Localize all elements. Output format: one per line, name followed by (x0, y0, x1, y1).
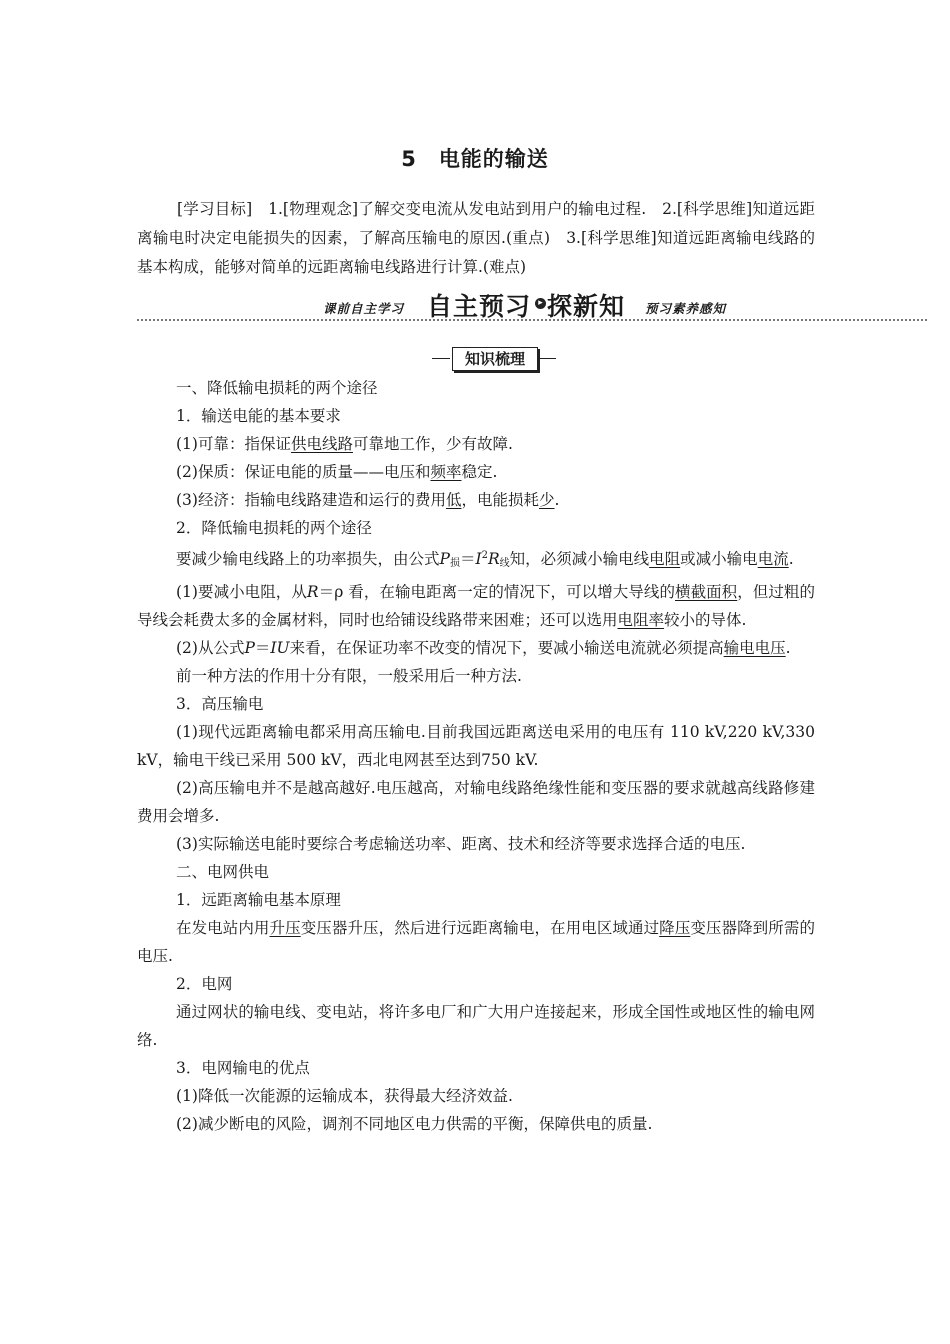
knowledge-badge (432, 347, 556, 371)
paragraph: (2)高压输电并不是越高越好.电压越高，对输电线路绝缘性能和变压器的要求就越高线路修建费用会增多. (137, 779, 815, 826)
underlined-term: 降压 (659, 919, 691, 938)
text: ＝ρ 看，在输电距离一定的情况下，可以增大导线的 (318, 583, 676, 602)
text: 可靠地工作，少有故障. (352, 435, 513, 453)
formula-symbol: R (487, 550, 500, 569)
section-banner (137, 287, 927, 325)
banner-title-a: 自主预习 (427, 292, 532, 321)
paragraph: (2)减少断电的风险，调剂不同地区电力供需的平衡，保障供电的质量. (176, 1115, 653, 1134)
learning-objectives: [学习目标] 1.[物理观念]了解交变电流从发电站到用户的输电过程. 2.[科学思维]知道远距离输电时决定电能损失的因素，了解高压输电的原因.(重点) 3.[科学思维]知道远距离输电线路的基本构成，能够对简单的远距离输电线路进行计算.(难点) (137, 200, 815, 276)
underlined-term: 低 (445, 491, 462, 509)
arrow-icon: ▸ (535, 298, 546, 309)
text: 变压器降到所需的电压. (137, 919, 815, 966)
paragraph (137, 458, 815, 486)
text: . (788, 550, 794, 569)
paragraph (137, 486, 815, 514)
paragraph: (1)降低一次能源的运输成本，获得最大经济效益. (176, 1087, 513, 1106)
page-title (0, 143, 950, 173)
paragraph (137, 914, 815, 970)
banner-divider (137, 319, 927, 321)
formula-symbol: R (306, 583, 319, 602)
text: (3)经济：指输电线路建造和运行的费用 (176, 491, 446, 509)
formula-superscript: 2 (481, 550, 488, 561)
text: 或减小输电 (680, 550, 758, 569)
paragraph (137, 542, 815, 578)
badge-label: 知识梳理 (452, 347, 538, 371)
text: 知，必须减小输电线 (509, 550, 650, 569)
badge-line-right (538, 358, 556, 359)
subheading-1: 1．输送电能的基本要求 (176, 407, 341, 425)
formula-subscript: 线 (499, 558, 510, 570)
paragraph (137, 634, 815, 662)
underlined-term: 电阻 (649, 550, 681, 569)
paragraph: (3)实际输送电能时要综合考虑输送功率、距离、技术和经济等要求选择合适的电压. (176, 835, 746, 854)
formula-operator: ＝ (254, 639, 271, 658)
subheading-4: 1．远距离输电基本原理 (176, 891, 341, 910)
text: 要减少输电线路上的功率损失，由公式 (176, 550, 440, 569)
paragraph (137, 578, 815, 634)
subheading-6: 3．电网输电的优点 (176, 1059, 310, 1078)
text: ，但过粗的导线会耗费太多的金属材料，同时也给铺设线路带来困难；还可以选用 (137, 583, 815, 630)
badge-line-left (432, 358, 450, 359)
text: (1)要减小电阻，从 (176, 583, 307, 602)
underlined-term: 升压 (269, 919, 301, 938)
underlined-term: 输电电压 (723, 639, 786, 658)
paragraph (137, 430, 815, 458)
text: ，电能损耗 (461, 491, 539, 509)
text: 稳定. (461, 463, 498, 481)
banner-right-label: 预习素养感知 (645, 301, 727, 316)
text: (2)保质：保证电能的质量——电压和 (176, 463, 431, 481)
text: 较小的导体. (664, 611, 747, 630)
underlined-term: 电阻率 (617, 611, 665, 630)
formula-symbol: P (244, 639, 255, 658)
subheading-5: 2．电网 (176, 975, 233, 994)
banner-left-label: 课前自主学习 (323, 301, 405, 316)
formula-symbol: P (439, 550, 450, 569)
text: (2)从公式 (176, 639, 245, 658)
paragraph: (1)现代远距离输电都采用高压输电.目前我国远距离送电采用的电压有 110 kV,220 kV,330 kV，输电干线已采用 500 kV，西北电网甚至达到750 kV. (137, 723, 815, 770)
underlined-term: 频率 (430, 463, 462, 481)
text: . (554, 491, 560, 509)
text: 变压器升压，然后进行远距离输电，在用电区域通过 (300, 919, 660, 938)
underlined-term: 电流 (757, 550, 789, 569)
formula-symbol: IU (270, 639, 290, 658)
underlined-term: 供电线路 (290, 435, 353, 453)
heading-1: 一、降低输电损耗的两个途径 (176, 379, 378, 397)
paragraph: 通过网状的输电线、变电站，将许多电厂和广大用户连接起来，形成全国性或地区性的输电网络. (137, 1003, 815, 1050)
text: (1)可靠：指保证 (176, 435, 291, 453)
text: 来看，在保证功率不改变的情况下，要减小输送电流就必须提高 (289, 639, 724, 658)
text: 在发电站内用 (176, 919, 270, 938)
content-body (137, 374, 815, 1138)
subheading-2: 2．降低输电损耗的两个途径 (176, 519, 372, 537)
underlined-term: 少 (539, 491, 555, 509)
banner-title-b: 探新知 (547, 292, 626, 321)
heading-2: 二、电网供电 (176, 863, 270, 882)
underlined-term: 横截面积 (675, 583, 738, 602)
formula-subscript: 损 (449, 558, 460, 570)
paragraph: 前一种方法的作用十分有限，一般采用后一种方法. (176, 667, 522, 686)
lesson-number: 5 (401, 147, 417, 171)
text: . (785, 639, 791, 658)
formula-symbol: I (475, 550, 482, 569)
formula-operator: ＝ (459, 550, 476, 569)
subheading-3: 3．高压输电 (176, 695, 264, 714)
lesson-title: 电能的输送 (438, 147, 549, 171)
